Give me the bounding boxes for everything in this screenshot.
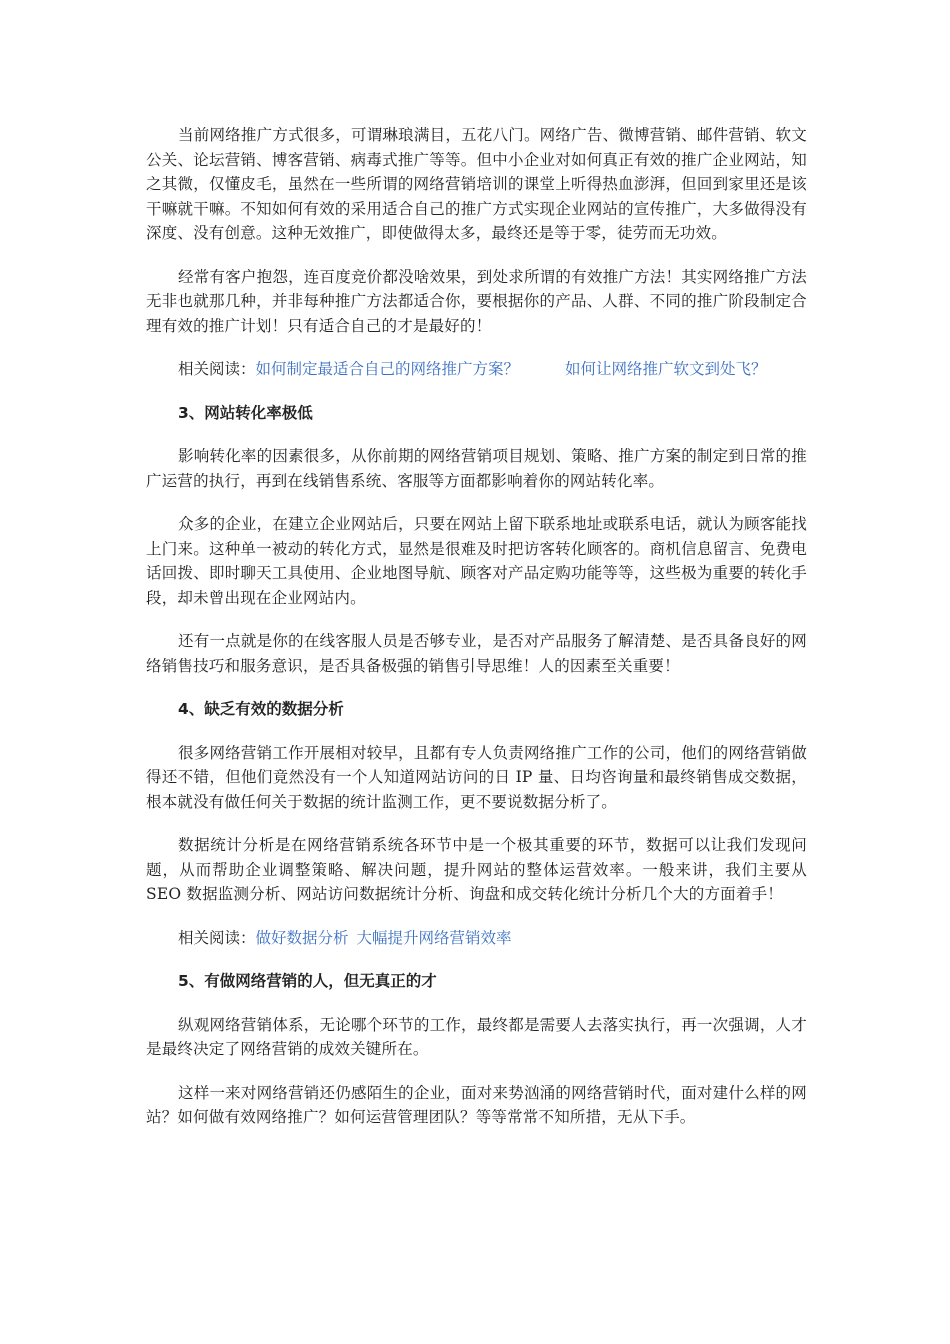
section-heading-3: 3、网站转化率极低 [178,403,313,422]
paragraph-customer-complaints: 经常有客户抱怨，连百度竞价都没啥效果，到处求所谓的有效推广方法！其实网络推广方法无非也就那几种，并非每种推广方法都适合你，要根据你的产品、人群、不同的推广阶段制定合理有效的推广计划！只有适合自己的才是最好的！ [146,267,807,335]
paragraph-talent: 纵观网络营销体系，无论哪个环节的工作，最终都是需要人去落实执行，再一次强调，人才是最终决定了网络营销的成效关键所在。 [146,1015,807,1058]
related-link-efficiency[interactable]: 大幅提升网络营销效率 [356,928,512,947]
related-reading-1 [146,357,807,382]
paragraph-no-data: 很多网络营销工作开展相对较早，且都有专人负责网络推广工作的公司，他们的网络营销做得还不错，但他们竟然没有一个人知道网站访问的日 IP 量、日均咨询量和最终销售成交数据，根本就没有做任何关于数据的统计监测工作，更不要说数据分析了。 [146,743,807,811]
related-link-data-analysis[interactable]: 做好数据分析 [255,928,349,947]
paragraph-customer-service: 还有一点就是你的在线客服人员是否够专业，是否对产品服务了解清楚、是否具备良好的网络销售技巧和服务意识，是否具备极强的销售引导思维！人的因素至关重要！ [146,632,807,675]
related-label: 相关阅读： [178,928,256,947]
paragraph-conversion-methods: 众多的企业，在建立企业网站后，只要在网站上留下联系地址或联系电话，就认为顾客能找上门来。这种单一被动的转化方式，显然是很难及时把访客转化顾客的。商机信息留言、免费电话回拨、即时聊天工具使用、企业地图导航、顾客对产品定购功能等等，这些极为重要的转化手段，却未曾出现在企业网站内。 [146,515,807,607]
related-link-promotion-plan[interactable]: 如何制定最适合自己的网络推广方案？ [255,360,520,378]
related-link-soft-article[interactable]: 如何让网络推广软文到处飞？ [565,360,767,378]
paragraph-data-analysis: 数据统计分析是在网络营销系统各环节中是一个极其重要的环节，数据可以让我们发现问题，从而帮助企业调整策略、解决问题，提升网站的整体运营效率。一般来讲，我们主要从 SEO 数据监测分析、网站访问数据统计分析、询盘和成交转化统计分析几个大的方面着手！ [146,836,807,903]
related-reading-2 [146,926,807,951]
section-heading-4: 4、缺乏有效的数据分析 [178,700,344,718]
paragraph-unfamiliar-enterprises: 这样一来对网络营销还仍感陌生的企业，面对来势汹涌的网络营销时代，面对建什么样的网站？如何做有效网络推广？如何运营管理团队？等等常常不知所措，无从下手。 [146,1083,807,1126]
section-heading-5: 5、有做网络营销的人，但无真正的才 [178,972,437,990]
related-label: 相关阅读： [178,360,256,378]
paragraph-conversion-factors: 影响转化率的因素很多，从你前期的网络营销项目规划、策略、推广方案的制定到日常的推广运营的执行，再到在线销售系统、客服等方面都影响着你的网站转化率。 [146,447,807,490]
paragraph-intro: 当前网络推广方式很多，可谓琳琅满目，五花八门。网络广告、微博营销、邮件营销、软文公关、论坛营销、博客营销、病毒式推广等等。但中小企业对如何真正有效的推广企业网站，知之其微，仅懂皮毛，虽然在一些所谓的网络营销培训的课堂上听得热血澎湃，但回到家里还是该干嘛就干嘛。不知如何有效的采用适合自己的推广方式实现企业网站的宣传推广，大多做得没有深度、没有创意。这种无效推广，即使做得太多，最终还是等于零，徒劳而无功效。 [146,126,807,242]
